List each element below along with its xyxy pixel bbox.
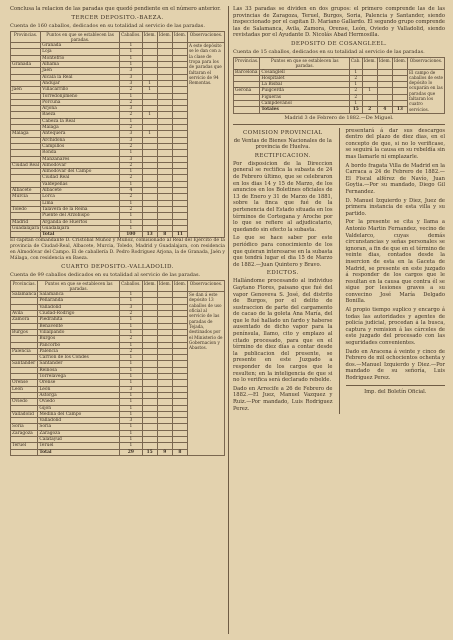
table-cell: [234, 107, 260, 113]
table-cell: Murcia: [11, 194, 41, 200]
table-cell: Alhama: [41, 62, 120, 68]
paragraph-commission: El capitan comandante D. Cristóbal Muñoz y Muñoz, comisionado al Real del Ejército de la provincia de Ciudad-Real, Albacete, Murcia, Toledo, Madrid y Guadalajara, con residencia en Almodóvar del Campo. El de caballería D. Pedro Rodriguez Arjona, la de Granada, Jaén y Málaga, con residencia en Baeza.: [10, 238, 225, 261]
table-cell: Málaga: [11, 131, 41, 137]
imprint-rule: [346, 385, 446, 386]
column-header: Ídem.: [157, 31, 172, 43]
edict-p3: Hallándome procesando al individuo Gaytano Flores, paisano que fué del vapor Genoveva S. José, del distrito de Burgos, por el delito de sustraccion de parte del cargamento de cacao de la goleta Ana María, del que le fué hallado un fardo y haberse ausentado de dicho vapor para la península, llamo, cito y emplazo al citado procesado, para que en el término de diez días a contar desde la publicacion del presente, se presente en este Juzgado a responder de los cargos que le resulten; en la inteligencia de que si no lo verifica será declarado rebelde.: [233, 278, 333, 384]
table-cell: 1: [120, 430, 143, 436]
table-cell: 13: [392, 107, 407, 113]
table-cell: 1: [349, 69, 362, 75]
table-cell: 1: [120, 225, 143, 231]
table-cell: Cabeza la Real: [41, 118, 120, 124]
table-cell: León: [11, 386, 38, 392]
table-cell: Piedrahita: [38, 317, 120, 323]
table-cell: 1: [142, 112, 157, 118]
table-cell: Orense: [11, 380, 38, 386]
table-cell: Hospitalet: [260, 75, 350, 81]
table-cell: Jaén: [11, 87, 41, 93]
table-cell: 2: [349, 75, 362, 81]
column-header: Ídem.: [377, 57, 392, 69]
table-cell: Albacete: [41, 188, 120, 194]
table-cell: 8: [172, 449, 187, 455]
edicts-title: EDICTOS.: [266, 270, 299, 277]
table-cell: Astorga: [38, 392, 120, 398]
table-cell: Totales: [260, 107, 350, 113]
subcolumn-right: [346, 128, 446, 415]
table-cell: Puigcerdá: [260, 88, 350, 94]
table-cell: Orense: [38, 380, 120, 386]
table-cosangleel: [233, 57, 445, 114]
table-cell: Guadalajara: [41, 225, 120, 231]
table-cell: Andújar: [41, 80, 120, 86]
column-divider: [228, 6, 229, 634]
column-header: Ídem.: [362, 57, 377, 69]
table-cell: 1: [120, 437, 143, 443]
table-cell: Reinosa: [38, 367, 120, 373]
column-header: Puntos en que se establecen las paradas.: [41, 31, 120, 43]
table-note: Se dan á este depósito 13 caballos de uso oficial al servicio de las paradas de Tejada, destinados por el Ministerio de Gobernacion y Abastos.: [188, 292, 225, 456]
rectification-title: RECTIFICACION.: [254, 152, 311, 159]
table-cell: [11, 449, 38, 455]
table-cell: 1: [362, 88, 377, 94]
table-cell: Palencia: [11, 348, 38, 354]
table-cell: Montefrío: [41, 55, 120, 61]
right-p2: A bordo fragata Villa de Madrid en la Carraca a 24 de Febrero de 1882.—El Fiscal alférez de Navío, Juan Goytia.—Por su mandado, Diego Gil Fernandez.: [345, 162, 445, 195]
edict-p4: Dado en Arrecife a 26 de Febrero de 1882.—El Juez, Manuel Vazquez y Ruiz.—Por mandado, Luis Rodriguez Perez.: [233, 385, 333, 412]
right-p3: D. Manuel Izquierdo y Diez, Juez de primera instancia de esta villa y su partido.: [345, 197, 445, 217]
table-cell: Almodóvar del Campo: [41, 169, 120, 175]
table-cell: 2: [120, 194, 143, 200]
divider: [233, 124, 445, 125]
table-cell: Alcalá la Real: [41, 74, 120, 80]
imprint: Imp. del Boletín Oficial.: [364, 388, 427, 395]
table-cell: Málaga: [41, 125, 120, 131]
table-cell: Talavera de la Reina: [41, 206, 120, 212]
table-cell: 1: [120, 292, 143, 298]
table-cell: Valladolid: [38, 304, 120, 310]
table-cell: 3: [120, 106, 143, 112]
table-cell: 1: [120, 213, 143, 219]
table-cell: 1: [120, 49, 143, 55]
table-cell: 2: [120, 99, 143, 105]
table-cell: Ciudad-Rodrigo: [38, 311, 120, 317]
table-cell: 3: [120, 74, 143, 80]
table-cell: 1: [120, 342, 143, 348]
table-cell: 1: [120, 43, 143, 49]
table-cell: 1: [142, 131, 157, 137]
table-cell: 3: [120, 68, 143, 74]
table-cell: Zamora: [11, 317, 38, 323]
table-cell: Figueras: [260, 94, 350, 100]
table-cell: Teruel: [38, 443, 120, 449]
column-header: Ídem.: [157, 280, 172, 292]
table-cell: La Bisbal: [260, 82, 350, 88]
table-cell: 1: [120, 298, 143, 304]
table-cell: Arganda de Huertos: [41, 219, 120, 225]
table-cell: Benavente: [38, 323, 120, 329]
table-cell: 2: [349, 94, 362, 100]
table-cell: 3: [120, 156, 143, 162]
table-note: A este depósito se le dan con a la clase de tropa para los de paradas que faltaran el servicio de 94 Remontas.: [188, 43, 225, 238]
table-cell: Gerona: [234, 88, 260, 94]
column-header: Ídem.: [172, 280, 187, 292]
table-cell: 1: [142, 80, 157, 86]
table-cell: 1: [120, 405, 143, 411]
table-cell: 1: [142, 87, 157, 93]
table1-caption: Cuenta de 160 caballos, dedicados en su totalidad al servicio de las paradas.: [10, 22, 205, 29]
table-cell: Campillos: [41, 143, 120, 149]
table-cell: 3: [120, 304, 143, 310]
intro-text-b: Las 33 paradas se dividen en dos grupos: el primero comprende las de las provincias de Zaragoza, Teruel, Burgos, Soria, Palencia y Santander, siendo inspeccionado por el capitan D. Mariano Gallardo. El segundo grupo comprende las de Salamanca, Avila, Zamora, Orense, León, Oviedo y Valladolid, siendo revistadas por el Ayudante D. Nicolás Abad Hermosilla.: [233, 6, 445, 39]
table-cell: Carrion de los Condes: [38, 355, 120, 361]
table-cell: 8: [157, 232, 172, 238]
table-cell: 3: [120, 386, 143, 392]
table-cell: 3: [120, 137, 143, 143]
table-cell: Granada: [41, 43, 120, 49]
column-header: Puntos en que se establecen las paradas.: [260, 57, 350, 69]
column-header: Ídem.: [172, 31, 187, 43]
table-cell: León: [38, 386, 120, 392]
table-cell: 100: [120, 232, 143, 238]
table-cell: Baeza: [41, 112, 120, 118]
table2-caption: Cuenta de 99 caballos dedicados en su totalidad al servicio de las paradas.: [10, 271, 201, 278]
table-cell: Soria: [38, 424, 120, 430]
table-cell: [11, 232, 41, 238]
table-cell: 3: [120, 80, 143, 86]
column-header: Caballos.: [120, 31, 143, 43]
column-header: Puntos en que se establecen las paradas.: [38, 280, 120, 292]
table-cell: Ronda: [41, 150, 120, 156]
table-cell: Toledo: [11, 206, 41, 212]
table-cell: Soria: [11, 424, 38, 430]
table-cell: 1: [120, 200, 143, 206]
table-header-row: [234, 57, 445, 69]
table-cell: 2: [349, 88, 362, 94]
right-column: [233, 6, 445, 414]
section-title-cosangleel: DEPOSITO DE COSANGLEEL.: [290, 40, 388, 47]
table-cell: Lima: [41, 200, 120, 206]
table-cell: Ciudad Real: [12, 162, 40, 168]
column-header: Provincias.: [11, 280, 38, 292]
table-cell: Zaragoza: [11, 430, 38, 436]
table-cell: 1: [120, 169, 143, 175]
right-p5: Al propio tiempo suplico y encargo á todas las autoridades y agentes de policía judicial, procedan á la busca, captura y remision á las cárceles de este juzgado del procesado con las seguridades convenientes.: [345, 307, 445, 347]
commission-title: COMISION PROVINCIAL: [242, 129, 323, 136]
column-header: Observaciones.: [408, 57, 445, 69]
table-cell: 3: [120, 131, 143, 137]
table-cell: 13: [142, 232, 157, 238]
table-cell: 2: [120, 125, 143, 131]
table-cell: 2: [120, 348, 143, 354]
column-header: Ídem.: [392, 57, 407, 69]
table-cell: Manzanares: [41, 156, 120, 162]
table-cell: Palencia: [38, 348, 120, 354]
table-cell: 1: [120, 317, 143, 323]
table-cell: 1: [120, 399, 143, 405]
column-header: Cab.: [349, 57, 362, 69]
table-cell: Albacete: [11, 188, 41, 194]
table-cell: 11: [172, 232, 187, 238]
table-cell: Granada: [11, 62, 41, 68]
table-cell: 1: [120, 443, 143, 449]
table-cell: Oviedo: [38, 399, 120, 405]
table-cell: 1: [120, 355, 143, 361]
column-header: Ídem.: [142, 31, 157, 43]
table-cell: Madrid: [11, 219, 41, 225]
table-cell: 1: [349, 82, 362, 88]
subcolumn-left: [233, 128, 333, 415]
table-cell: Zaragoza: [38, 430, 120, 436]
table-cell: Santander: [11, 361, 38, 367]
table-cell: 9: [157, 449, 172, 455]
table-cell: 1: [120, 93, 143, 99]
table-cell: Jaén: [41, 68, 120, 74]
table-cell: 2: [120, 162, 143, 168]
table-cell: Campdevánol: [260, 101, 350, 107]
table-cell: 4: [377, 107, 392, 113]
table-cell: 1: [120, 392, 143, 398]
table-cell: 2: [120, 311, 143, 317]
table-cell: 2: [120, 87, 143, 93]
table-cell: Salamanca: [38, 292, 120, 298]
table-cell: 2: [120, 112, 143, 118]
rect-p2: Lo que se hace saber por este periódico para conocimiento de los que quieran interesarse en la subasta que tendrá lugar el dia 15 de Marzo de 1882.—Juan Quintero y Bravo.: [233, 235, 333, 268]
table-cell: 29: [120, 449, 143, 455]
table-cell: 2: [120, 175, 143, 181]
right-p1: presentará á dar sus descargos dentro del plazo de diez dias, en el concepto de que, si no lo verificase, se seguirá la causa en su rebeldía sin mas llamarle ni emplazarle.: [345, 127, 445, 161]
right-p6: Dado en Aracena á veinte y cinco de Febrero de mil ochocientos ochenta y dos.—Manuel Izquierdo y Diez.—Por mandado de su señoría, Luis Rodriguez Perez.: [345, 348, 445, 382]
table-cell: Oviedo: [11, 399, 38, 405]
column-header: Observaciones.: [188, 280, 225, 292]
subcolumn-divider: [339, 128, 340, 415]
table-cell: Total: [41, 232, 120, 238]
table-cell: 1: [120, 150, 143, 156]
column-header: Ídem.: [142, 280, 157, 292]
table-valladolid: [10, 280, 225, 456]
table-cell: 1: [120, 323, 143, 329]
table-cell: Santander: [38, 361, 120, 367]
table-cell: Loja: [41, 49, 120, 55]
table-cell: Valdepeñas: [41, 181, 120, 187]
table-header-row: [11, 280, 225, 292]
table-cell: 1: [120, 380, 143, 386]
table-cell: Ciudad Real: [41, 175, 120, 181]
table-baeza: [10, 31, 225, 239]
table-cell: Cosanglell: [260, 69, 350, 75]
table-cell: 4: [120, 188, 143, 194]
table-cell: 2: [362, 107, 377, 113]
table-cell: Pancorbo: [38, 342, 120, 348]
table-cell: 1: [349, 101, 362, 107]
intro-text: Conclusa la relacion de las paradas que quedó pendiente en el número anterior.: [10, 6, 221, 12]
table-cell: 1: [120, 181, 143, 187]
table-cell: 1: [120, 219, 143, 225]
table-cell: Valladolid: [38, 418, 120, 424]
table-cell: Valladolid: [11, 411, 38, 417]
table-cell: Barcelona: [234, 69, 260, 75]
table-cell: 1: [120, 411, 143, 417]
column-header: Provincias.: [234, 57, 260, 69]
section-title-baeza: TERCER DEPOSITO.-BAEZA.: [71, 14, 164, 21]
table-cell: 2: [120, 336, 143, 342]
table-cell: Calatayud: [38, 437, 120, 443]
table-cell: 1: [120, 55, 143, 61]
table-cell: 2: [120, 206, 143, 212]
table-cell: 1: [120, 374, 143, 380]
right-p4: Por la presente se cita y llama a Antonio Martin Fernandez, vecino de Valdelarco, cuyas demás circunstancias y señas personales se ignoran, a fin de que en el término de veinte dias, contados desde la insercion de esta en la Gaceta de Madrid, se presente en este juzgado á responder de los cargos que le resultan en la causa que contra él se sigue por lesiones graves a su convecino José María Delgado Bonilla.: [345, 219, 445, 305]
dateline: Madrid 3 de Febrero de 1882.—De Miguel.: [284, 114, 394, 121]
table-cell: Villalpando: [38, 329, 120, 335]
table-cell: Avila: [11, 311, 38, 317]
rect-p1: Por disposicion de la Direccion general se rectifica la subasta de 24 de Febrero último, que se celebraron en los dias 14 y 15 de Marzo, de los anuncios en los Boletines oficiales de 13 de Enero y 31 de Marzo de 1881, sobre la finca que fué de la pertenencia del Estado situada en los términos de Cortegana y Aroche por lo que se refiere al adjudicatario, quedando sin efecto la subasta.: [233, 160, 333, 233]
table3-caption: Cuenta de 15 caballos, dedicados en su totalidad al servicio de las paradas.: [233, 48, 425, 55]
table-cell: Antequera: [41, 131, 120, 137]
table-cell: Almodóvar: [41, 162, 120, 168]
table-cell: Torredonjimeno: [41, 93, 120, 99]
commission-sub: de Ventas de Bienes Nacionales de la provincia de Huelva.: [233, 137, 332, 151]
table-cell: Lorca: [41, 194, 120, 200]
section-title-valladolid: CUARTO DEPOSITO.-VALLADOLID.: [61, 263, 174, 270]
table-cell: Torrelavega: [38, 374, 120, 380]
table-cell: 1: [120, 367, 143, 373]
table-cell: Puente del Arzobispo: [41, 213, 120, 219]
table-note: El campo de caballos de este depósito lo ocuparán en las paradas que faltaran los cuatro servicios.: [409, 69, 443, 112]
table-cell: 1: [120, 62, 143, 68]
table-cell: Peñaranda: [38, 298, 120, 304]
table-cell: Gijón: [38, 405, 120, 411]
column-header: Caballos.: [120, 280, 143, 292]
table-cell: Archidona: [41, 137, 120, 143]
table-cell: 15: [349, 107, 362, 113]
column-header: Provincias.: [11, 31, 41, 43]
left-column: [10, 6, 225, 456]
table-cell: 2: [120, 143, 143, 149]
table-cell: Porcuna: [41, 99, 120, 105]
column-header: Observaciones.: [188, 31, 225, 43]
table-cell: Burgos: [11, 329, 38, 335]
table-cell: Total: [38, 449, 120, 455]
table-cell: Guadalajara: [12, 225, 40, 231]
table-cell: 1: [120, 424, 143, 430]
table-cell: 3: [120, 418, 143, 424]
table-cell: Arjona: [41, 106, 120, 112]
table-cell: Villacarrillo: [41, 87, 120, 93]
table-cell: Salamanca: [12, 292, 37, 298]
table-cell: 1: [120, 361, 143, 367]
table-cell: 1: [120, 118, 143, 124]
table-cell: Medina del Campo: [38, 411, 120, 417]
table-cell: Burgos: [38, 336, 120, 342]
table-cell: 15: [142, 449, 157, 455]
table-header-row: [11, 31, 225, 43]
table-cell: 1: [120, 329, 143, 335]
table-cell: Teruel: [11, 443, 38, 449]
